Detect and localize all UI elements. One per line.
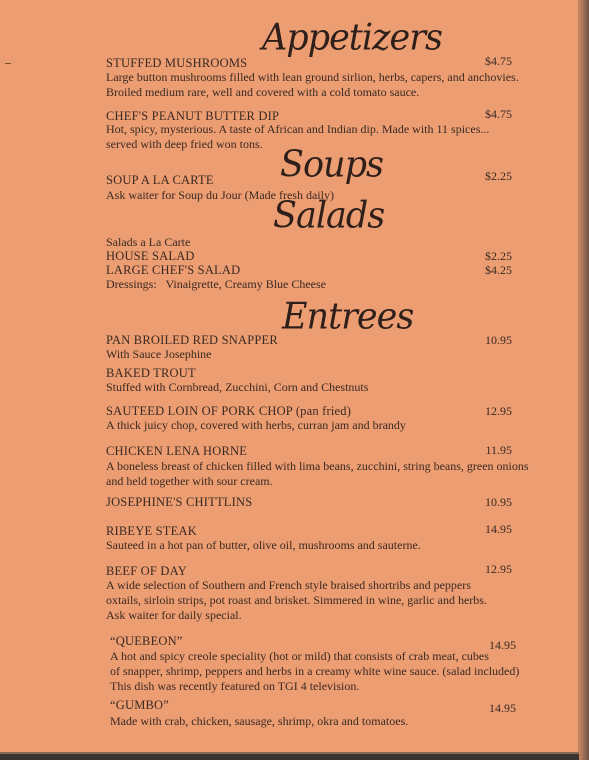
menu-item-price: $2.25: [485, 169, 512, 183]
menu-item-desc: Broiled medium rare, well and covered with a cold tomato sauce.: [106, 85, 420, 99]
menu-item-price: 12.95: [485, 404, 512, 418]
menu-item-desc: oxtails, sirloin strips, pot roast and brisket. Simmered in wine, garlic and herbs.: [106, 593, 487, 607]
menu-item-title: “QUEBEON”: [110, 634, 183, 648]
menu-item-price: 14.95: [489, 638, 516, 652]
menu-item-desc: Made with crab, chicken, sausage, shrimp, okra and tomatoes.: [110, 714, 409, 728]
menu-item-desc: Ask waiter for daily special.: [106, 608, 242, 622]
menu-item-price: 10.95: [485, 495, 512, 509]
menu-item-title: BAKED TROUT: [106, 366, 196, 380]
menu-item-price: $4.75: [485, 54, 512, 68]
salads-intro: Salads a La Carte: [106, 235, 191, 249]
menu-item-title: CHEF'S PEANUT BUTTER DIP: [106, 109, 280, 123]
menu-item-desc: With Sauce Josephine: [106, 347, 212, 361]
menu-item-price: 14.95: [489, 701, 516, 715]
menu-item-desc: This dish was recently featured on TGI 4 television.: [110, 679, 360, 693]
soups-heading: Soups: [280, 144, 383, 186]
menu-item-desc: served with deep fried won tons.: [106, 137, 263, 151]
menu-item-title: JOSEPHINE'S CHITTLINS: [106, 495, 253, 509]
menu-item-desc: of snapper, shrimp, peppers and herbs in a creamy white wine sauce. (salad included): [110, 664, 520, 678]
menu-item-desc: A hot and spicy creole speciality (hot or mild) that consists of crab meat, cubes: [110, 649, 489, 663]
menu-item-title: STUFFED MUSHROOMS: [106, 56, 248, 70]
margin-mark: [5, 63, 11, 64]
appetizers-heading: Appetizers: [262, 17, 442, 59]
menu-item-desc: A thick juicy chop, covered with herbs, curran jam and brandy: [106, 418, 406, 432]
menu-item-price: $4.75: [485, 107, 512, 121]
menu-item-desc: Stuffed with Cornbread, Zucchini, Corn and Chestnuts: [106, 380, 369, 394]
menu-item-desc: and held together with sour cream.: [106, 474, 273, 488]
menu-item-title: SAUTEED LOIN OF PORK CHOP (pan fried): [106, 404, 352, 418]
menu-item-title: PAN BROILED RED SNAPPER: [106, 333, 278, 347]
menu-item-price: 12.95: [485, 562, 512, 576]
menu-item-desc: Hot, spicy, mysterious. A taste of African and Indian dip. Made with 11 spices...: [106, 122, 490, 136]
menu-item-price: 11.95: [485, 443, 512, 457]
menu-item-price: 10.95: [485, 333, 512, 347]
menu-item-title: BEEF OF DAY: [106, 564, 187, 578]
menu-item-price: $2.25: [485, 249, 512, 263]
menu-item-price: $4.25: [485, 263, 512, 277]
menu-item-title: HOUSE SALAD: [106, 249, 195, 263]
menu-item-title: CHICKEN LENA HORNE: [106, 444, 248, 458]
salads-heading: Salads: [273, 195, 385, 237]
entrees-heading: Entrees: [282, 296, 414, 338]
menu-item-desc: Large button mushrooms filled with lean ground sirlion, herbs, capers, and anchovies.: [106, 70, 519, 84]
menu-item-title: RIBEYE STEAK: [106, 524, 197, 538]
menu-item-desc: A boneless breast of chicken filled with lima beans, zucchini, string beans, green onions: [106, 459, 529, 473]
dressings-line: Dressings: Vinaigrette, Creamy Blue Cheese: [106, 277, 327, 291]
menu-item-desc: Sauteed in a hot pan of butter, olive oil, mushrooms and sauterne.: [106, 538, 421, 552]
menu-item-title: “GUMBO”: [110, 698, 170, 712]
menu-item-desc: A wide selection of Southern and French style braised shortribs and peppers: [106, 578, 471, 592]
menu-item-desc: Ask waiter for Soup du Jour (Made fresh daily): [106, 188, 334, 202]
menu-item-title: SOUP A LA CARTE: [106, 173, 214, 187]
menu-item-price: 14.95: [485, 522, 512, 536]
page-edge-shadow: [579, 0, 589, 760]
menu-item-title: LARGE CHEF'S SALAD: [106, 263, 241, 277]
